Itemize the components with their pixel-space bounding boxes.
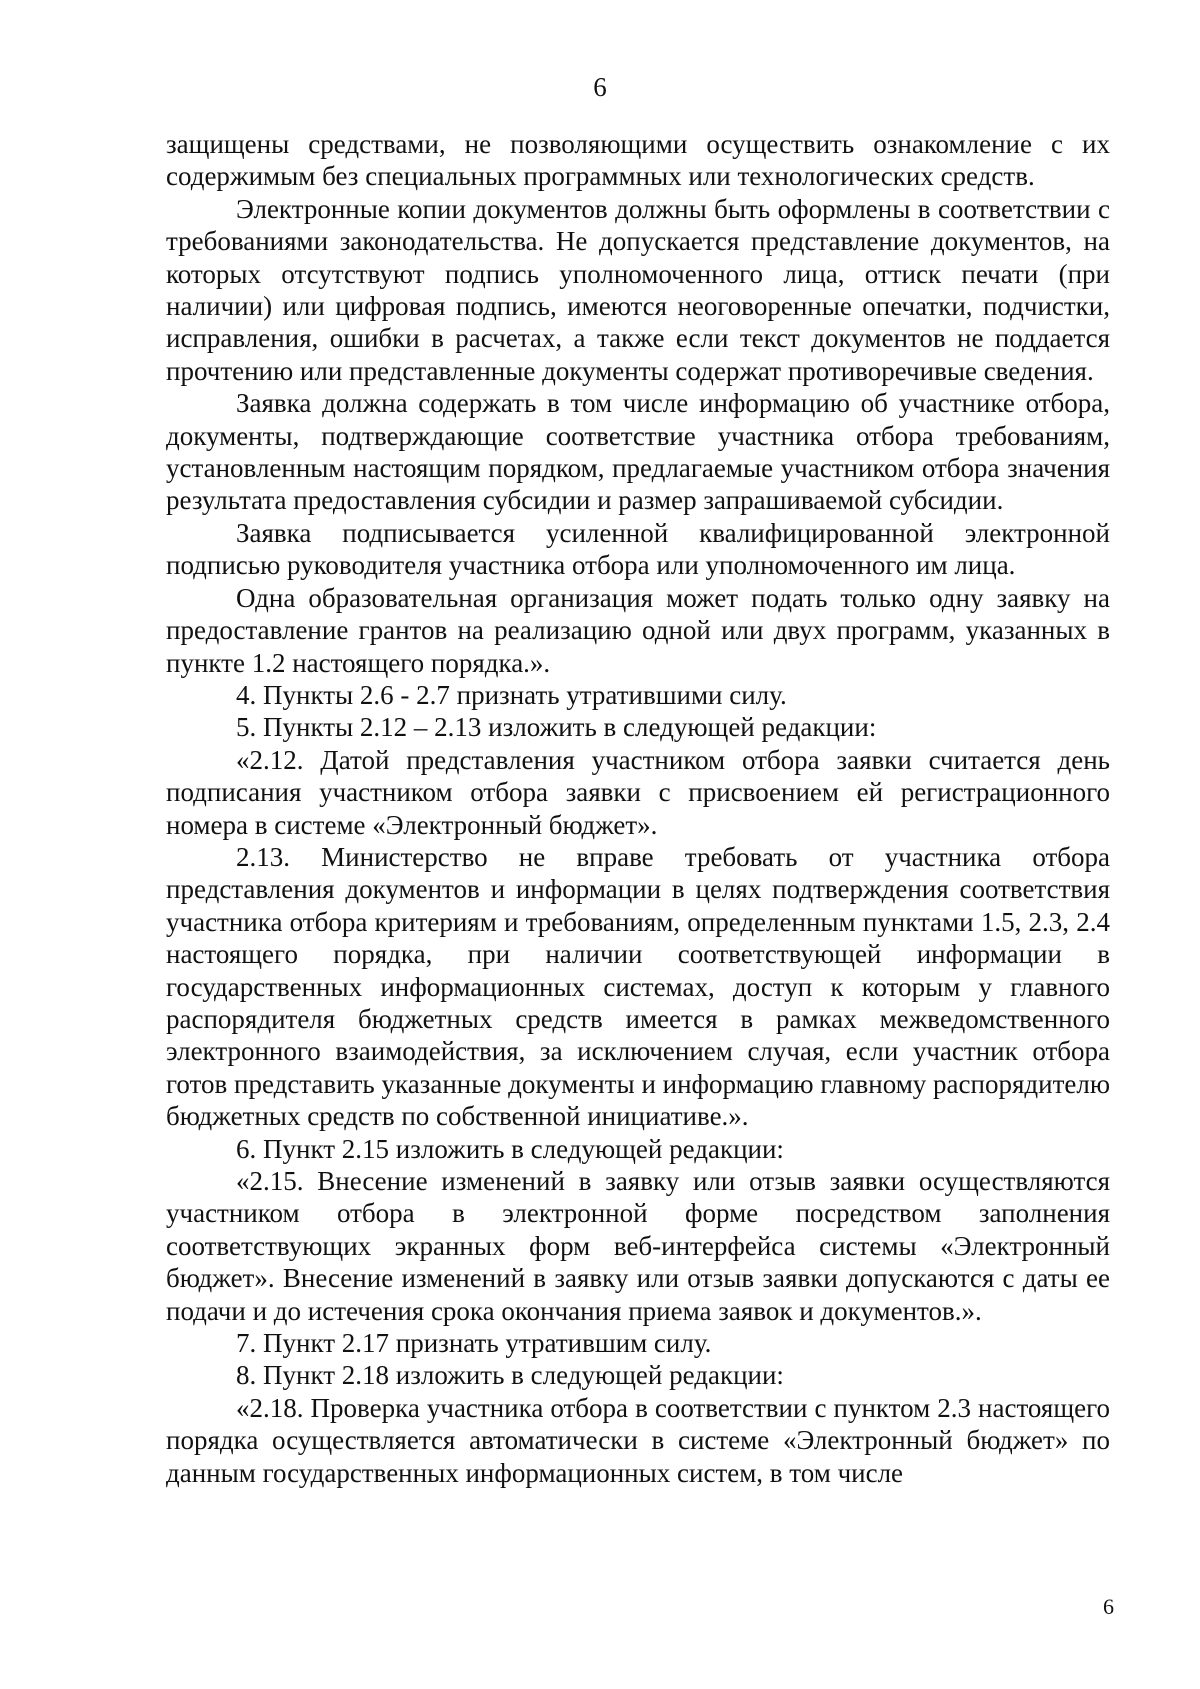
page-number-bottom: 6 [1103,1594,1114,1619]
paragraph-item-5: 5. Пункты 2.12 – 2.13 изложить в следующей редакции: [236,712,877,743]
paragraph-item-4: 4. Пункты 2.6 - 2.7 признать утратившими силу. [236,679,787,710]
paragraph-continuation: защищены средствами, не позволяющими осуществить ознакомление с их содержимым без специальных программных или технологических средств. [166,129,1110,192]
paragraph-clause-2-13: 2.13. Министерство не вправе требовать от участника отбора представления документов и информации в целях подтверждения соответствия участника отбора критериям и требованиям, определенным пунктами 1.5, 2.3, 2.4 настоящего порядка, при наличии соответствующей информации в государственных информационных системах, доступ к которым у главного распорядителя бюджетных средств имеется в рамках межведомственного электронного взаимодействия, за исключением случая, если участник отбора готов представить указанные документы и информацию главному распорядителю бюджетных средств по собственной инициативе.». [166,841,1110,1132]
paragraph-item-7: 7. Пункт 2.17 признать утратившим силу. [236,1328,712,1359]
paragraph-application-content: Заявка должна содержать в том числе информацию об участнике отбора, документы, подтверждающие соответствие участника отбора требованиям, установленным настоящим порядком, предлагаемые участником отбора значения результата предоставления субсидии и размер запрашиваемой субсидии. [166,388,1110,516]
paragraph-item-6: 6. Пункт 2.15 изложить в следующей редакции: [236,1133,784,1164]
document-body [166,128,1110,1489]
paragraph-clause-2-12: «2.12. Датой представления участником отбора заявки считается день подписания участником отбора заявки с присвоением ей регистрационного номера в системе «Электронный бюджет». [166,744,1110,840]
paragraph-one-application: Одна образовательная организация может подать только одну заявку на предоставление грантов на реализацию одной или двух программ, указанных в пункте 1.2 настоящего порядка.». [166,582,1110,678]
page-number-top: 6 [593,72,607,102]
paragraph-item-8: 8. Пункт 2.18 изложить в следующей редакции: [236,1360,784,1391]
paragraph-clause-2-18: «2.18. Проверка участника отбора в соответствии с пунктом 2.3 настоящего порядка осуществляется автоматически в системе «Электронный бюджет» по данным государственных информационных систем, в том числе [166,1392,1110,1488]
paragraph-clause-2-15: «2.15. Внесение изменений в заявку или отзыв заявки осуществляются участником отбора в электронной форме посредством заполнения соответствующих экранных форм веб-интерфейса системы «Электронный бюджет». Внесение изменений в заявку или отзыв заявки допускаются с даты ее подачи и до истечения срока окончания приема заявок и документов.». [166,1166,1110,1326]
paragraph-electronic-copies: Электронные копии документов должны быть оформлены в соответствии с требованиями законодательства. Не допускается представление документов, на которых отсутствуют подпись уполномоченного лица, оттиск печати (при наличии) или цифровая подпись, имеются неоговоренные опечатки, подчистки, исправления, ошибки в расчетах, а также если текст документов не поддается прочтению или представленные документы содержат противоречивые сведения. [166,193,1110,386]
paragraph-application-signature: Заявка подписывается усиленной квалифицированной электронной подписью руководителя участника отбора или уполномоченного им лица. [166,517,1110,581]
